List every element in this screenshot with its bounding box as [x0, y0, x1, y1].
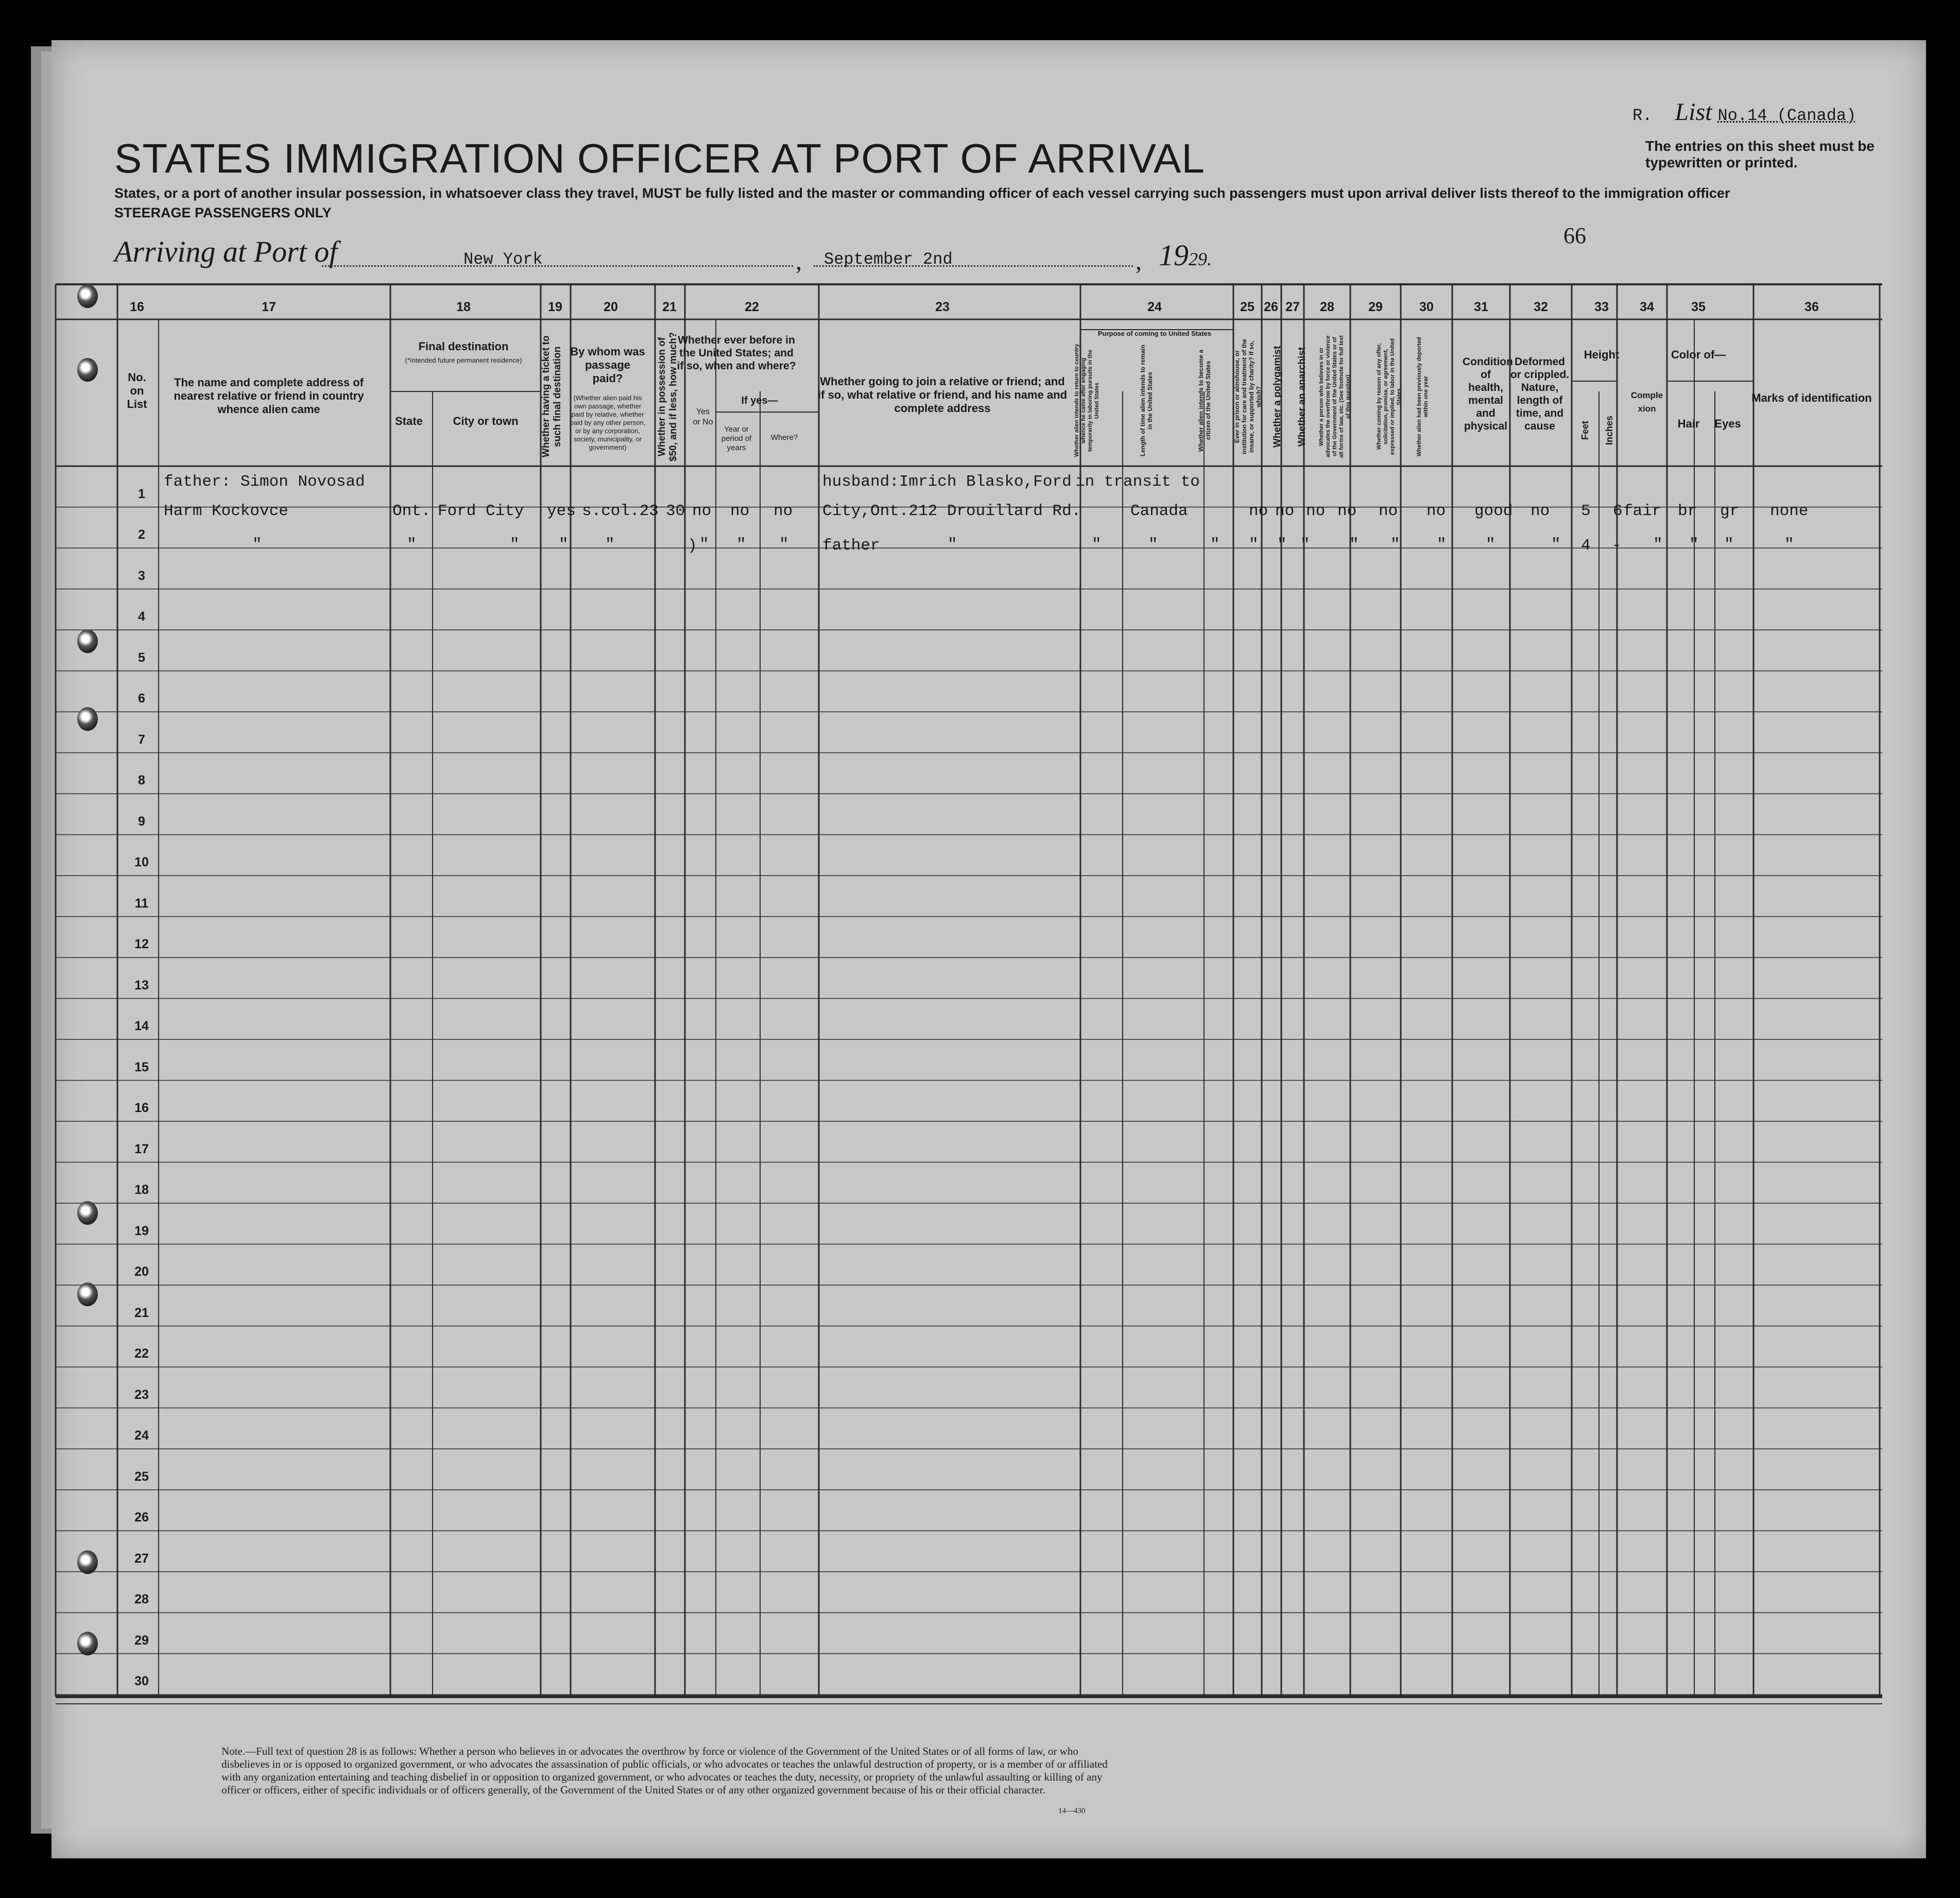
header-where: Where? — [770, 433, 798, 442]
header-join-relative: Whether going to join a relative or friend; and if so, what relative or friend, and his name and complete address — [817, 375, 1068, 415]
date-value: September 2nd — [824, 250, 953, 269]
r1-money: 30 — [666, 502, 685, 520]
header-polygamist: Whether a polygamist — [1272, 346, 1283, 448]
ditto-mark: " — [1653, 536, 1663, 554]
ditto-mark: " — [1092, 536, 1102, 554]
r1-paid: s.col.23 — [582, 502, 659, 520]
column-number: 28 — [1320, 300, 1334, 314]
instructions-text: States, or a port of another insular possession, in whatsoever class they travel, MUST be fully listed and the master or commanding officer of each vessel carrying such passengers must upon arrival deliver lists thereof to the immigration officer — [114, 185, 1730, 201]
r1-city: Ford City — [438, 502, 524, 520]
row-number: 22 — [134, 1346, 149, 1361]
header-anarchist: Whether an anarchist — [1297, 347, 1308, 447]
header-height: Height — [1584, 348, 1620, 361]
binder-hole — [77, 358, 98, 382]
binder-hole — [77, 284, 98, 308]
column-number: 18 — [456, 300, 471, 314]
ditto-mark: " — [779, 536, 789, 554]
binder-hole — [77, 707, 98, 731]
row-number: 4 — [138, 609, 145, 624]
steerage-label: STEERAGE PASSENGERS ONLY — [114, 205, 332, 220]
r1-c27: no — [1306, 502, 1326, 520]
r1-before: no — [692, 502, 712, 520]
r1-state: Ont. — [392, 502, 431, 520]
r2-join: father — [822, 537, 880, 555]
ditto-mark: " — [1486, 536, 1495, 554]
r1-inches: 6 — [1613, 502, 1623, 520]
row-number: 12 — [134, 937, 149, 951]
binder-hole — [77, 1550, 98, 1574]
comma2: , — [1136, 248, 1142, 275]
ditto-mark: " — [1390, 536, 1400, 554]
r1-c28: no — [1337, 502, 1357, 520]
column-number: 30 — [1419, 300, 1434, 314]
row-number: 16 — [134, 1101, 149, 1115]
header-marks: Marks of identification — [1751, 391, 1872, 404]
ditto-mark: " — [1210, 536, 1220, 554]
ditto-mark: " — [948, 536, 957, 554]
r1-relative-line2: Harm Kockovce — [164, 502, 288, 520]
ditto-mark: " — [1724, 536, 1734, 554]
row-number: 23 — [134, 1387, 149, 1402]
ditto-mark: " — [1551, 536, 1561, 554]
column-number: 22 — [745, 300, 759, 314]
header-final-destination-sub: (*Intended future permanent residence) — [405, 356, 522, 364]
column-number: 36 — [1804, 300, 1819, 314]
column-number: 17 — [262, 300, 276, 314]
r2-feet: 4 — [1581, 537, 1591, 555]
column-number: 35 — [1691, 300, 1706, 314]
typewritten-note: The entries on this sheet must be typewritten or printed. — [1645, 138, 1875, 170]
r1-purpose-line2: Canada — [1130, 502, 1188, 520]
list-number: R. List No.14 (Canada) — [1632, 98, 1856, 126]
footnote-q28: Note.—Full text of question 28 is as follows: Whether a person who believes in or advocates the overthrow by force or violence of the Government of the United States or of all forms of law, or who disbelieves in or is opposed to organized government, or who advocates the assassination of public officials, or who advocates or teaches the unlawful destruction of property, or is a member of or affiliated with any organization entertaining and teaching disbelief in or opposition to organized government, or who advocates or teaches the duty, necessity, or propriety of the unlawful assaulting or killing of any officer or officers, either of specific individuals or of officers generally, of the Government of the United States or of any other organized government because of his or their official character. — [221, 1745, 1108, 1796]
header-overthrow: Whether a person who believes in or advocates the overthrow by force or violence of the Government of the United States or of all forms of law, etc. (See footnote for full text of this question) — [1318, 335, 1351, 458]
r1-where: no — [773, 502, 793, 520]
header-feet: Feet — [1580, 420, 1590, 440]
header-relative: The name and complete address of nearest relative or friend in country whence alien came — [174, 376, 364, 416]
header-money: Whether in possession of $50, and if less, how much? — [657, 332, 679, 461]
row-number: 24 — [134, 1428, 149, 1443]
r1-purpose-line1: in transit to — [1075, 473, 1200, 491]
column-number: 27 — [1285, 300, 1300, 314]
r1-join-line2: City,Ont.212 Drouillard Rd. — [822, 502, 1081, 520]
ditto-mark: " — [1349, 536, 1359, 554]
header-prison: Ever in prison or almshouse, or institution for care and treatment of the insane, or supported by charity? If so, which? — [1233, 339, 1262, 455]
header-city: City or town — [453, 415, 519, 428]
ditto-mark: " — [510, 536, 520, 554]
r1-relative-line1: father: Simon Novosad — [164, 473, 365, 491]
column-number: 33 — [1594, 300, 1609, 314]
column-number: 32 — [1534, 300, 1548, 314]
header-purpose-length: Length of time alien intends to remain in the United States — [1139, 345, 1154, 456]
header-deformed: Deformed or crippled. Nature, length of time, and cause — [1510, 356, 1570, 432]
r1-c26: no — [1275, 502, 1295, 520]
r1-ticket: yes — [547, 502, 576, 520]
r2-paren: ) — [687, 537, 697, 555]
comma: , — [796, 248, 802, 275]
r1-join-line1: husband:Imrich Blasko,Ford — [822, 473, 1072, 491]
column-number: 20 — [604, 300, 618, 314]
header-state: State — [395, 415, 423, 428]
header-hair: Hair — [1677, 417, 1700, 430]
column-number: 19 — [548, 300, 562, 314]
header-ever-before: Whether ever before in the United States; and if so, when and where? — [677, 334, 796, 372]
row-number: 29 — [134, 1633, 149, 1648]
column-number: 23 — [935, 300, 950, 314]
binder-hole — [77, 1632, 98, 1655]
binder-hole — [77, 629, 98, 653]
r1-eyes: gr — [1720, 502, 1740, 520]
header-yes-no: Yes or No — [693, 407, 713, 426]
column-number: 24 — [1147, 300, 1162, 314]
r1-marks: none — [1770, 502, 1809, 520]
row-number: 20 — [134, 1264, 149, 1279]
ditto-mark: " — [699, 536, 709, 554]
header-passage-sub: (Whether alien paid his own passage, whether paid by relative, whether paid by any other person, or by any corporation, society, municipality, or government) — [570, 394, 646, 451]
row-number: 28 — [134, 1592, 149, 1606]
ditto-mark: " — [1249, 536, 1259, 554]
row-number: 5 — [138, 650, 145, 665]
column-number: 31 — [1474, 300, 1488, 314]
row-number: 25 — [134, 1469, 149, 1484]
column-number: 26 — [1264, 300, 1278, 314]
header-purpose-citizen: Whether alien intends to become a citizen of the United States — [1197, 349, 1212, 452]
ditto-mark: " — [252, 536, 262, 554]
header-purpose-return: Whether alien intends to return to country whence he came after engaging temporarily in laboring pursuits in the United States — [1074, 344, 1100, 457]
row-number: 27 — [134, 1551, 149, 1566]
row-number: 17 — [134, 1141, 149, 1156]
header-labor-offer: Whether coming by reason of any offer, solicitation, promise, or agreement, expressed or implied, to labor in the United States — [1376, 338, 1402, 455]
arriving-label: Arriving at Port of — [114, 235, 338, 268]
r1-c30: no — [1426, 502, 1446, 520]
row-number: 18 — [134, 1183, 149, 1197]
ditto-mark: " — [559, 536, 569, 554]
header-deported: Whether alien had been previously deported within one year — [1416, 337, 1429, 456]
header-complexion: Complexion — [1630, 390, 1663, 414]
row-number: 14 — [134, 1019, 149, 1033]
header-inches: Inches — [1604, 415, 1614, 445]
row-number: 21 — [134, 1305, 149, 1320]
ditto-mark: " — [1784, 536, 1794, 554]
r1-c29: no — [1379, 502, 1398, 520]
ditto-mark: " — [1148, 536, 1158, 554]
header-purpose: Purpose of coming to United States — [1097, 330, 1212, 337]
row-number: 15 — [134, 1059, 149, 1074]
ditto-mark: " — [1437, 536, 1447, 554]
header-no-on-list: No. on List — [127, 371, 147, 411]
row-number: 11 — [134, 896, 149, 911]
row-number: 7 — [138, 732, 145, 747]
column-number: 34 — [1640, 300, 1654, 314]
header-year: Year or period of years — [721, 425, 752, 452]
port-value: New York — [463, 250, 543, 269]
row-number: 30 — [134, 1674, 149, 1688]
column-number: 16 — [130, 300, 144, 314]
row-number: 8 — [138, 773, 145, 788]
row-number: 3 — [138, 568, 145, 583]
column-number: 29 — [1368, 300, 1383, 314]
page-number: 66 — [1563, 223, 1586, 248]
r1-years: no — [730, 502, 750, 520]
ditto-mark: " — [605, 536, 615, 554]
column-number: 25 — [1240, 300, 1254, 314]
year-value: 1929. — [1159, 238, 1212, 272]
row-number: 6 — [138, 691, 145, 706]
row-number: 1 — [138, 486, 145, 501]
header-color: Color of— — [1671, 348, 1726, 361]
header-ticket: Whether having a ticket to such final destination — [541, 335, 563, 458]
header-eyes: Eyes — [1714, 417, 1741, 430]
binder-hole — [77, 1201, 98, 1225]
column-number: 21 — [662, 300, 677, 314]
r1-deformed: no — [1531, 502, 1550, 520]
header-final-destination: Final destination — [418, 340, 509, 353]
r1-health: good — [1474, 502, 1513, 520]
header-passage: By whom was passage paid? — [570, 345, 645, 385]
page-title: STATES IMMIGRATION OFFICER AT PORT OF ARRIVAL — [114, 135, 1205, 181]
r1-feet: 5 — [1581, 502, 1591, 520]
form-number: 14—430 — [1058, 1807, 1086, 1815]
r1-c25: no — [1249, 502, 1268, 520]
ditto-mark: " — [1300, 536, 1310, 554]
row-number: 13 — [134, 978, 149, 993]
row-number: 2 — [138, 527, 145, 542]
header-health: Condition of health, mental and physical — [1463, 356, 1513, 432]
ditto-mark: " — [407, 536, 417, 554]
r1-hair: br — [1678, 502, 1697, 520]
row-number: 10 — [134, 855, 149, 869]
row-number: 19 — [134, 1223, 149, 1238]
ditto-mark: " — [736, 536, 746, 554]
ditto-mark: " — [1689, 536, 1699, 554]
r2-inches: - — [1612, 537, 1622, 555]
r1-complexion: fair — [1623, 502, 1662, 520]
row-number: 26 — [134, 1510, 149, 1525]
binder-hole — [77, 1283, 98, 1306]
header-if-yes: If yes— — [741, 395, 778, 406]
ditto-mark: " — [1277, 536, 1287, 554]
row-number: 9 — [138, 814, 145, 829]
